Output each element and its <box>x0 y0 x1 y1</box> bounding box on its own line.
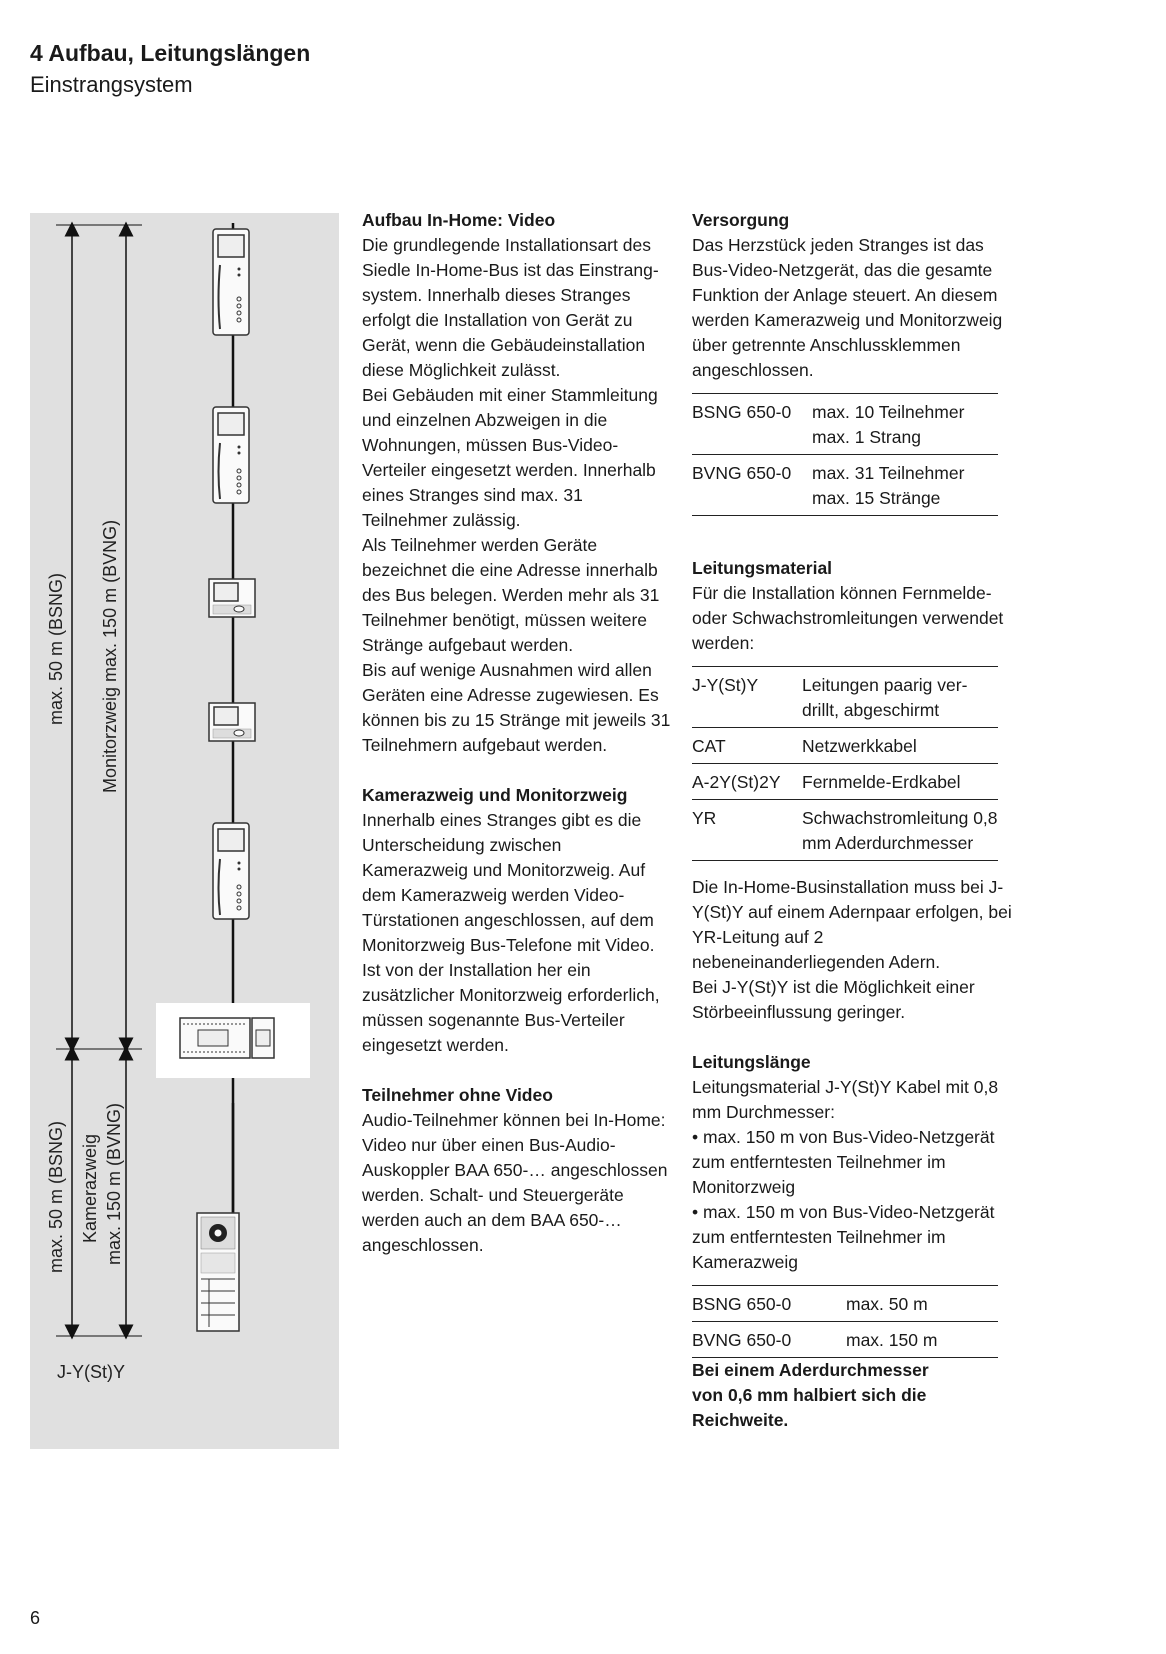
section-heading: Kamerazweig und Monitorzweig <box>362 785 628 805</box>
label-upper-bvng: Monitorzweig max. 150 m (BVNG) <box>100 519 120 793</box>
table-cell: max. 50 m <box>846 1294 928 1314</box>
table-cell: CAT <box>692 736 726 756</box>
paragraph: Das Herzstück jeden Stranges ist das Bus-Video-Netzgerät, das die gesamte Funktion der Anlage steuert. An diesem werden Kamerazweig und Monitorzweig über getrennte Anschlussklemmen angeschlossen. <box>692 235 1003 380</box>
section-leitungslaenge <box>692 1050 1012 1433</box>
supply-table <box>692 393 998 516</box>
power-supply-icon <box>180 1018 274 1058</box>
table-cell-line: max. 1 Strang <box>812 427 921 447</box>
section-heading: Versorgung <box>692 210 790 230</box>
paragraph: Die grundlegende Installationsart des Siedle In-Home-Bus ist das Einstrangsystem. Innerhalb dieses Stranges erfolgt die Installation von Gerät zu Gerät, wenn die Gebäudeinstallation diese Möglichkeit zulässt. <box>362 235 659 380</box>
table-cell: BSNG 650-0 <box>692 402 792 422</box>
table-cell <box>812 455 998 516</box>
paragraph: Bei J-Y(St)Y ist die Möglichkeit einer Störbeeinflussung geringer. <box>692 977 975 1022</box>
paragraph: Als Teilnehmer werden Geräte bezeichnet die eine Adresse innerhalb des Bus belegen. Werden mehr als 31 Teilnehmer benötigt, müssen weitere Stränge aufgebaut werden. <box>362 535 660 655</box>
page-number: 6 <box>30 1608 41 1628</box>
section-heading: Leitungslänge <box>692 1052 811 1072</box>
text-column-2 <box>692 208 1012 1458</box>
paragraph: Bei Gebäuden mit einer Stammleitung und einzelnen Abzweigen in die Wohnungen, müssen Bus-Video-Verteiler eingesetzt werden. Innerhalb eines Stranges sind max. 31 Teilnehmer zulässig. <box>362 385 658 530</box>
table-cell: Fernmelde-Erdkabel <box>802 772 961 792</box>
table-cell <box>812 394 998 455</box>
section-teilnehmer <box>362 1083 672 1258</box>
handsfree-monitor-icon <box>209 579 255 617</box>
table-cell: YR <box>692 808 717 828</box>
cable-label: J-Y(St)Y <box>57 1362 126 1382</box>
table-cell: max. 150 m <box>846 1330 938 1350</box>
table-cell-line: max. 10 Teilnehmer <box>812 402 965 422</box>
section-aufbau <box>362 208 672 758</box>
table-row <box>692 455 998 516</box>
handsfree-monitor-icon <box>209 703 255 741</box>
wiring-diagram-svg <box>30 213 339 1449</box>
length-table <box>692 1285 998 1358</box>
table-cell: BVNG 650-0 <box>692 463 792 483</box>
table-cell: Leitungen paarig verdrillt, abgeschirmt <box>802 675 968 720</box>
label-lower-bsng: max. 50 m (BSNG) <box>46 1120 66 1273</box>
paragraph: Audio-Teilnehmer können bei In-Home: Video nur über einen Bus-Audio-Auskoppler BAA 650-… angeschlossen werden. Schalt- und Steuergeräte werden auch an dem BAA 650-… angeschlossen. <box>362 1110 668 1255</box>
table-cell-line: max. 15 Stränge <box>812 488 941 508</box>
section-versorgung <box>692 208 1012 516</box>
table-row <box>692 728 998 764</box>
paragraph: Bis auf wenige Ausnahmen wird allen Geräten eine Adresse zugewiesen. Es können bis zu 15 Stränge mit jeweils 31 Teilnehmern aufgebaut werden. <box>362 660 671 755</box>
video-phone-icon <box>213 823 249 919</box>
table-cell: Schwachstromleitung 0,8 mm Aderdurchmesser <box>802 808 998 853</box>
page-title: 4 Aufbau, Leitungslängen <box>30 40 311 66</box>
table-row <box>692 667 998 728</box>
door-station-icon <box>197 1213 239 1331</box>
bullet-item: • max. 150 m von Bus-Video-Netzgerät zum entferntesten Teilnehmer im Kamerazweig <box>692 1202 995 1272</box>
text-column-1 <box>362 208 672 1283</box>
wiring-diagram <box>30 213 339 1449</box>
section-kamerazweig <box>362 783 672 1058</box>
page-subtitle: Einstrangsystem <box>30 72 193 97</box>
material-table <box>692 666 998 861</box>
table-row <box>692 394 998 455</box>
section-heading: Teilnehmer ohne Video <box>362 1085 553 1105</box>
table-cell: BVNG 650-0 <box>692 1330 792 1350</box>
section-heading: Leitungsmaterial <box>692 558 833 578</box>
paragraph: Innerhalb eines Stranges gibt es die Unterscheidung zwischen Kamerazweig und Monitorzweig. Auf dem Kamerazweig werden Video-Türstationen angeschlossen, auf dem Monitorzweig Bus-Telefone mit Video. Ist von der Installation her ein zusätzlicher Monitorzweig erforderlich, müssen sogenannte Bus-Verteiler eingesetzt werden. <box>362 810 660 1055</box>
section-heading: Aufbau In-Home: Video <box>362 210 556 230</box>
table-cell: Netzwerkkabel <box>802 736 917 756</box>
label-lower-bvng: max. 150 m (BVNG) <box>104 1102 124 1265</box>
label-upper-bsng: max. 50 m (BSNG) <box>46 572 66 725</box>
bullet-item: • max. 150 m von Bus-Video-Netzgerät zum entferntesten Teilnehmer im Monitorzweig <box>692 1127 995 1197</box>
label-lower-kamerazweig: Kamerazweig <box>80 1133 100 1243</box>
table-row <box>692 1286 998 1322</box>
table-row <box>692 1322 998 1358</box>
paragraph: Die In-Home-Businstallation muss bei J-Y(St)Y auf einem Adernpaar erfolgen, bei YR-Leitung auf 2 nebeneinanderliegenden Adern. <box>692 877 1012 972</box>
section-leitungsmaterial <box>692 556 1012 1025</box>
paragraph: Für die Installation können Fernmelde- oder Schwachstromleitungen verwendet werden: <box>692 583 1004 653</box>
table-cell: BSNG 650-0 <box>692 1294 792 1314</box>
bold-note: Bei einem Aderdurchmesser von 0,6 mm halbiert sich die Reichweite. <box>692 1360 929 1430</box>
table-row <box>692 764 998 800</box>
table-cell: A-2Y(St)2Y <box>692 772 781 792</box>
video-phone-icon <box>213 229 249 335</box>
table-row <box>692 800 998 861</box>
video-phone-icon <box>213 407 249 503</box>
table-cell: J-Y(St)Y <box>692 675 759 695</box>
paragraph: Leitungsmaterial J-Y(St)Y Kabel mit 0,8 mm Durchmesser: <box>692 1077 999 1122</box>
table-cell-line: max. 31 Teilnehmer <box>812 463 965 483</box>
